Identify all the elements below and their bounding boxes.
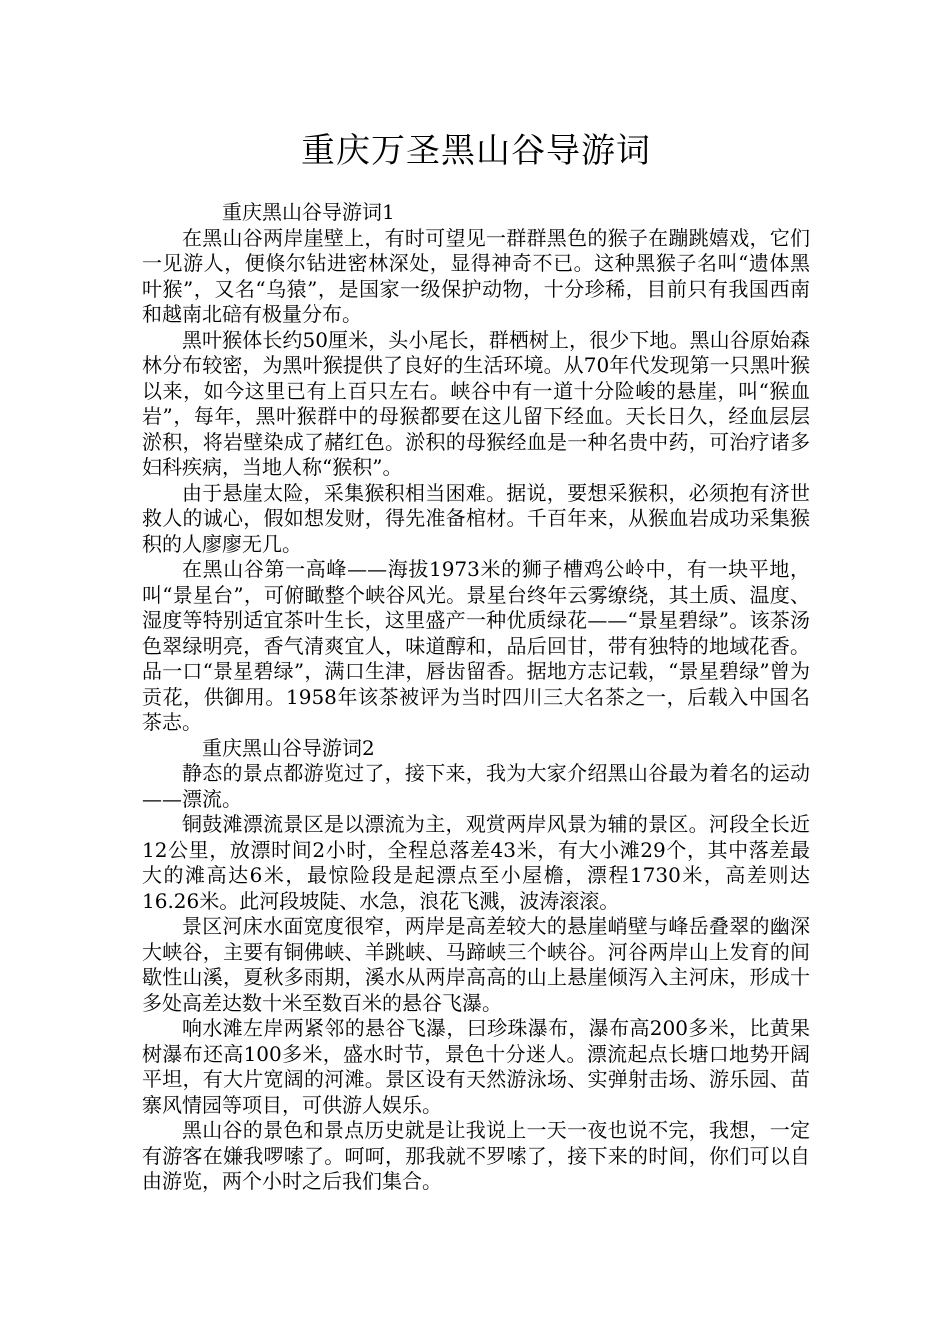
paragraph: 在黑山谷两岸崖壁上，有时可望见一群群黑色的猴子在蹦跳嬉戏，它们一见游人，便倏尔钻进密林深处，显得神奇不已。这种黑猴子名叫“遗体黑叶猴”，又名“乌猿”，是国家一级保护动物，十分珍稀，目前只有我国西南和越南北碚有极量分布。 (142, 225, 810, 326)
section-heading-2: 重庆黑山谷导游词2 (202, 735, 375, 760)
section-heading-1: 重庆黑山谷导游词1 (222, 200, 395, 224)
document-page (142, 0, 810, 1195)
document-body (142, 200, 810, 1195)
paragraph: 在黑山谷第一高峰——海拔1973米的狮子槽鸡公岭中，有一块平地，叫“景星台”，可俯瞰整个峡谷风光。景星台终年云雾缭绕，其土质、温度、湿度等特别适宜茶叶生长，这里盛产一种优质绿花——“景星碧绿”。该茶汤色翠绿明亮，香气清爽宜人，味道醇和，品后回甘，带有独特的地域花香。品一口“景星碧绿”，满口生津，唇齿留香。据地方志记载，“景星碧绿”曾为贡花，供御用。1958年该茶被评为当时四川三大名茶之一，后载入中国名茶志。 (142, 557, 810, 734)
document-title: 重庆万圣黑山谷导游词 (301, 131, 651, 171)
paragraph: 由于悬崖太险，采集猴积相当困难。据说，要想采猴积，必须抱有济世救人的诚心，假如想发财，得先准备棺材。千百年来，从猴血岩成功采集猴积的人廖廖无几。 (142, 480, 810, 556)
paragraph: 铜鼓滩漂流景区是以漂流为主，观赏两岸风景为辅的景区。河段全长近12公里，放漂时间2小时，全程总落差43米，有大小滩29个，其中落差最大的滩高达6米，最惊险段是起漂点至小屋檐，漂程1730米，高差则达16.26米。此河段坡陡、水急，浪花飞溅，波涛滚滚。 (142, 812, 810, 913)
paragraph: 景区河床水面宽度很窄，两岸是高差较大的悬崖峭壁与峰岳叠翠的幽深大峡谷，主要有铜佛峡、羊跳峡、马蹄峡三个峡谷。河谷两岸山上发育的间歇性山溪，夏秋多雨期，溪水从两岸高高的山上悬崖倾泻入主河床，形成十多处高差达数十米至数百米的悬谷飞瀑。 (142, 914, 810, 1015)
paragraph: 黑叶猴体长约50厘米，头小尾长，群栖树上，很少下地。黑山谷原始森林分布较密，为黑叶猴提供了良好的生活环境。从70年代发现第一只黑叶猴以来，如今这里已有上百只左右。峡谷中有一道十分险峻的悬崖，叫“猴血岩”，每年，黑叶猴群中的母猴都要在这儿留下经血。天长日久，经血层层淤积，将岩壁染成了赭红色。淤积的母猴经血是一种名贵中药，可治疗诸多妇科疾病，当地人称“猴积”。 (142, 327, 810, 479)
paragraph: 响水滩左岸两紧邻的悬谷飞瀑，曰珍珠瀑布，瀑布高200多米，比黄果树瀑布还高100多米，盛水时节，景色十分迷人。漂流起点长塘口地势开阔平坦，有大片宽阔的河滩。景区设有天然游泳场、实弹射击场、游乐园、苗寨风情园等项目，可供游人娱乐。 (142, 1016, 810, 1117)
paragraph: 黑山谷的景色和景点历史就是让我说上一天一夜也说不完，我想，一定有游客在嫌我啰嗦了。呵呵，那我就不罗嗦了，接下来的时间，你们可以自由游览，两个小时之后我们集合。 (142, 1118, 810, 1193)
paragraph: 静态的景点都游览过了，接下来，我为大家介绍黑山谷最为着名的运动——漂流。 (142, 761, 810, 811)
